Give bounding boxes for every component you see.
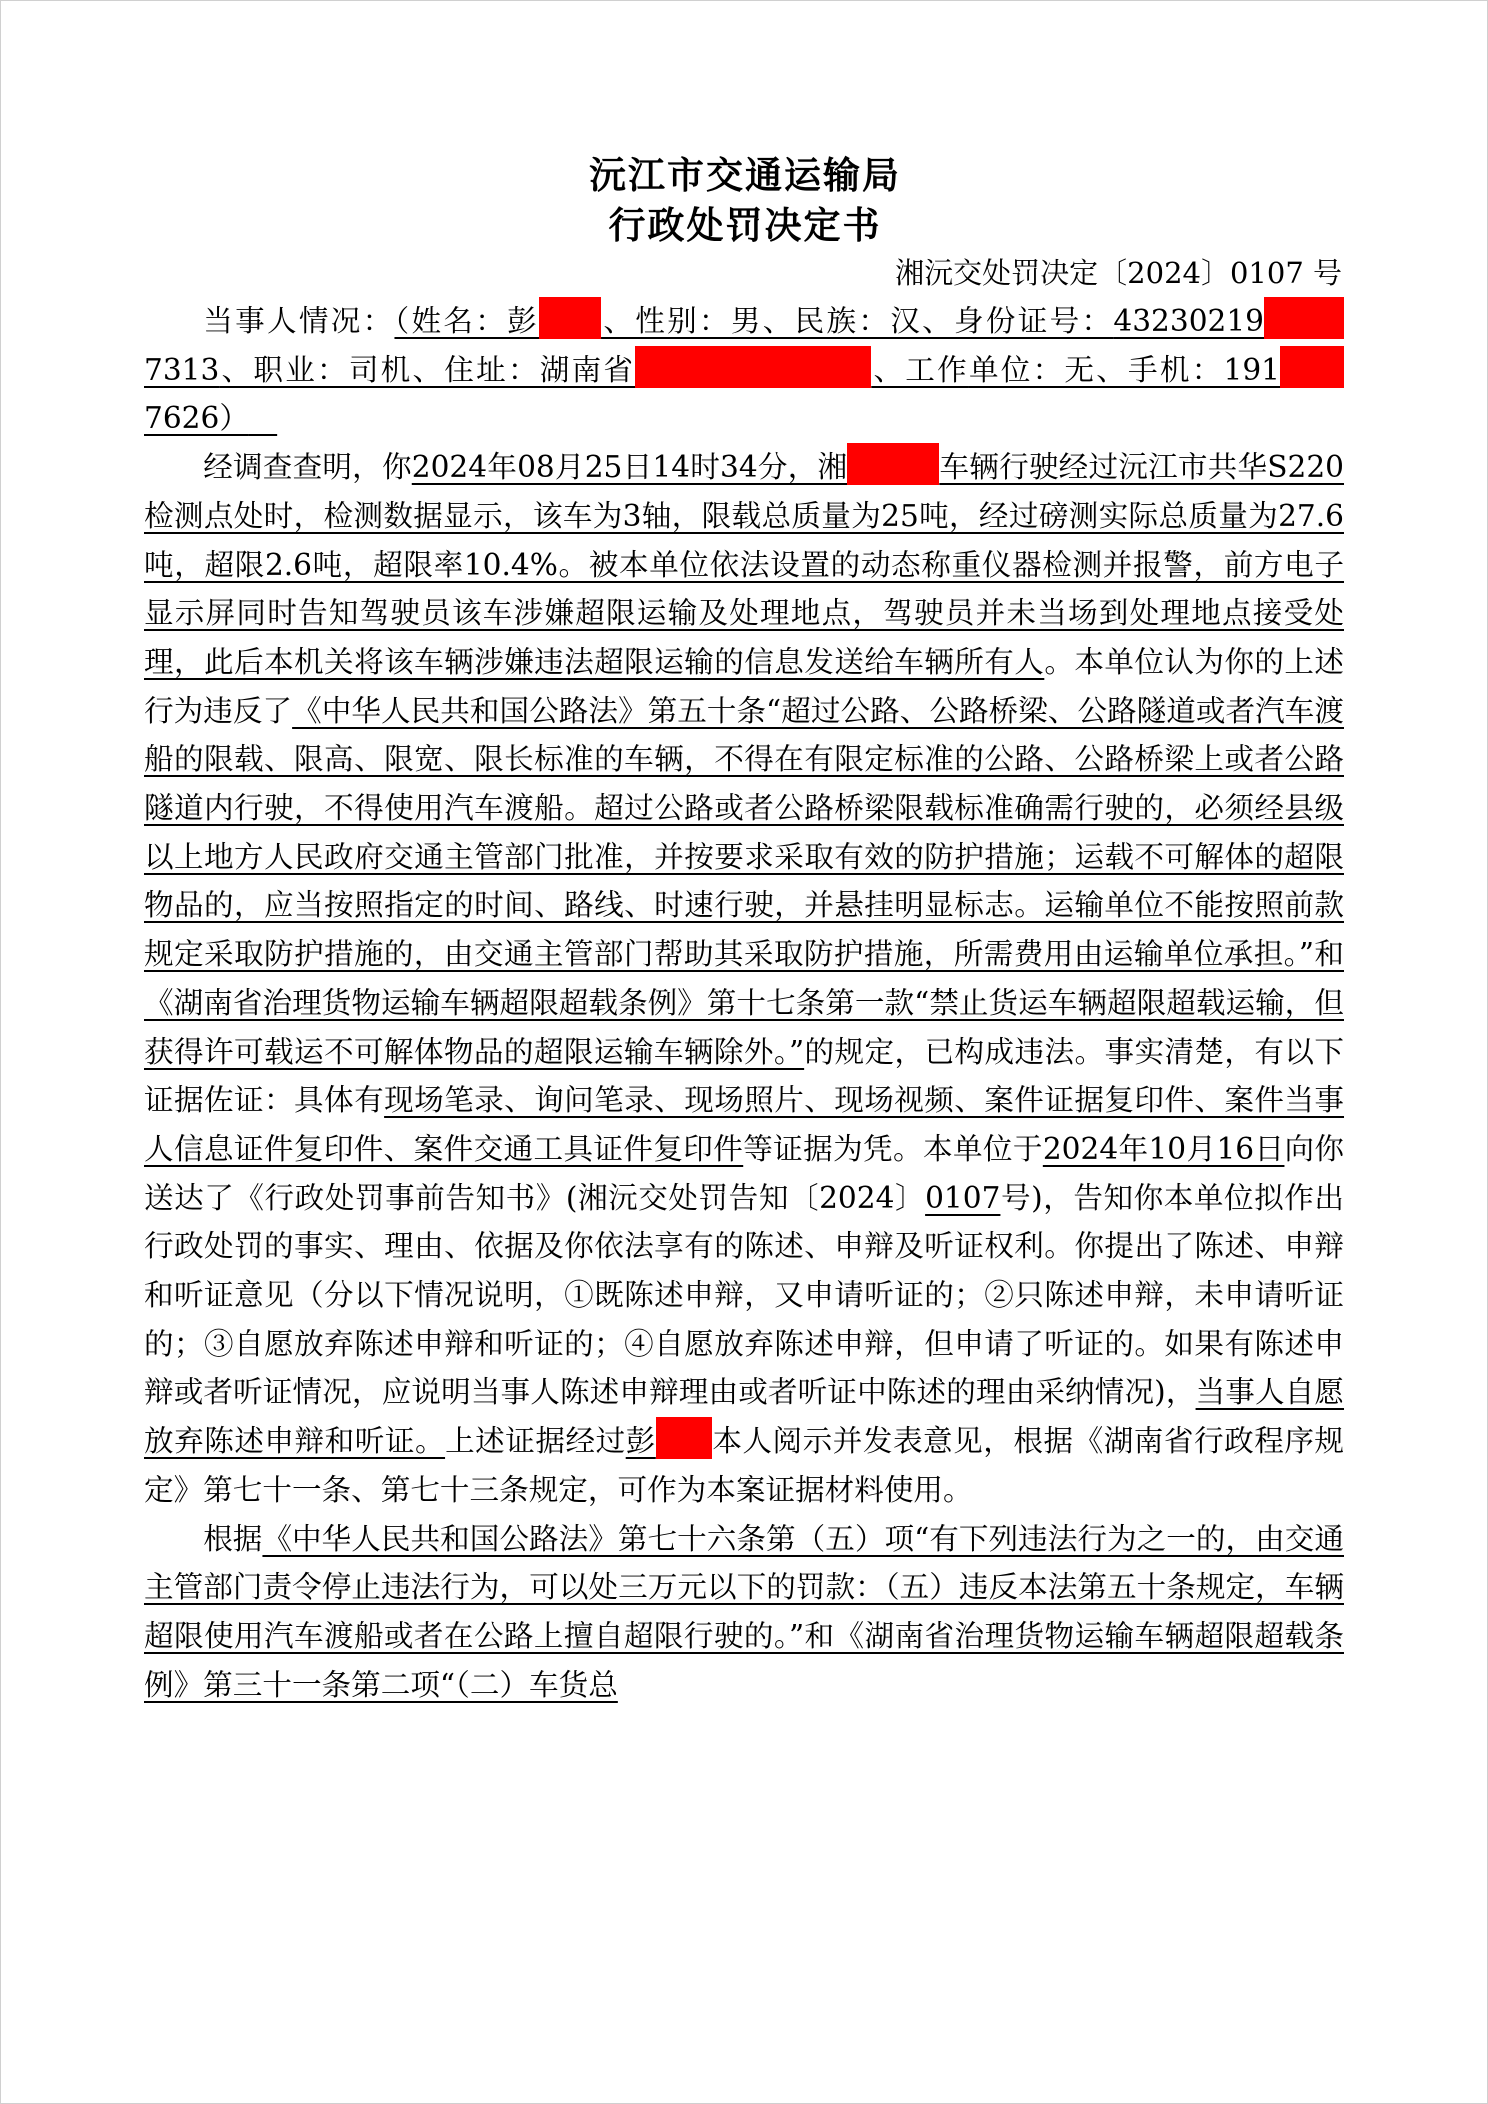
- party-details: （姓名：彭 、性别：男、民族：汉、身份证号：432302197313、职业：司机、住址：湖南省 、工作单位：无、手机：1917626）: [144, 304, 1344, 435]
- document-type-title: 行政处罚决定书: [608, 203, 882, 247]
- redaction-id: [1264, 297, 1344, 339]
- party-paragraph: [144, 297, 1344, 443]
- redaction-verify-name: [656, 1417, 712, 1459]
- notice-number: 0107: [925, 1180, 1001, 1215]
- document-body: [144, 297, 1344, 1709]
- basis-paragraph: 根据《中华人民共和国公路法》第七十六条第（五）项“有下列违法行为之一的，由交通主管部门责令停止违法行为，可以处三万元以下的罚款：（五）违反本法第五十条规定，车辆超限使用汽车渡船或者在公路上擅自超限行驶的。”和《湖南省治理货物运输车辆超限超载条例》第三十一条第二项“（二）车货总: [144, 1521, 1344, 1702]
- redaction-plate: [847, 443, 939, 485]
- redaction-phone: [1280, 346, 1344, 388]
- violated-law: 《中华人民共和国公路法》第五十条“超过公路、公路桥梁、公路隧道或者汽车渡船的限载、限高、限宽、限长标准的车辆，不得在有限定标准的公路、公路桥梁上或者公路隧道内行驶，不得使用汽车渡船。超过公路或者公路桥梁限载标准确需行驶的，必须经县级以上地方人民政府交通主管部门批准，并按要求采取有效的防护措施；运载不可解体的超限物品的，应当按照指定的时间、路线、时速行驶，并悬挂明显标志。运输单位不能按照前款规定采取防护措施的，由交通主管部门帮助其采取防护措施，所需费用由运输单位承担。”和《湖南省治理货物运输车辆超限超载条例》第十七条第一款“禁止货运车辆超限超载运输，但获得许可载运不可解体物品的超限运输车辆除外。”: [144, 693, 1344, 1069]
- incident-description: 2024年08月25日14时34分，湘 车辆行驶经过沅江市共华S220检测点处时，检测数据显示，该车为3轴，限载总质量为25吨，经过磅测实际总质量为27.6吨，超限2.6吨，超限率10.4%。被本单位依法设置的动态称重仪器检测并报警，前方电子显示屏同时告知驾驶员该车涉嫌超限运输及处理地点，驾驶员并未当场到处理地点接受处理，此后本机关将该车辆涉嫌违法超限运输的信息发送给车辆所有人: [144, 450, 1344, 679]
- redaction-address: [635, 346, 871, 388]
- facts-paragraph: 经调查查明，你2024年08月25日14时34分，湘 车辆行驶经过沅江市共华S220检测点处时，检测数据显示，该车为3轴，限载总质量为25吨，经过磅测实际总质量为27.6吨，超限2.6吨，超限率10.4%。被本单位依法设置的动态称重仪器检测并报警，前方电子显示屏同时告知驾驶员该车涉嫌超限运输及处理地点，驾驶员并未当场到处理地点接受处理，此后本机关将该车辆涉嫌违法超限运输的信息发送给车辆所有人。本单位认为你的上述行为违反了《中华人民共和国公路法》第五十条“超过公路、公路桥梁、公路隧道或者汽车渡船的限载、限高、限宽、限长标准的车辆，不得在有限定标准的公路、公路桥梁上或者公路隧道内行驶，不得使用汽车渡船。超过公路或者公路桥梁限载标准确需行驶的，必须经县级以上地方人民政府交通主管部门批准，并按要求采取有效的防护措施；运载不可解体的超限物品的，应当按照指定的时间、路线、时速行驶，并悬挂明显标志。运输单位不能按照前款规定采取防护措施的，由交通主管部门帮助其采取防护措施，所需费用由运输单位承担。”和《湖南省治理货物运输车辆超限超载条例》第十七条第一款“禁止货运车辆超限超载运输，但获得许可载运不可解体物品的超限运输车辆除外。”的规定，已构成违法。事实清楚，有以下证据佐证：具体有现场笔录、询问笔录、现场照片、现场视频、案件证据复印件、案件当事人信息证件复印件、案件交通工具证件复印件等证据为凭。本单位于2024年10月16日向你送达了《行政处罚事前告知书》(湘沅交处罚告知〔2024〕0107号)，告知你本单位拟作出行政处罚的事实、理由、依据及你依法享有的陈述、申辩及听证权利。你提出了陈述、申辩和听证意见（分以下情况说明，①既陈述申辩，又申请听证的；②只陈述申辩，未申请听证的；③自愿放弃陈述申辩和听证的；④自愿放弃陈述申辩，但申请了听证的。如果有陈述申辩或者听证情况，应说明当事人陈述申辩理由或者听证中陈述的理由采纳情况)，当事人自愿放弃陈述申辩和听证。上述证据经过彭 本人阅示并发表意见，根据《湖南省行政程序规定》第七十一条、第七十三条规定，可作为本案证据材料使用。: [144, 443, 1344, 1514]
- document-number: 湘沅交处罚决定〔2024〕0107 号: [895, 256, 1342, 290]
- waiver-statement: 当事人自愿放弃陈述申辩和听证。: [144, 1375, 1345, 1459]
- notice-date: 2024年10月16日: [1042, 1131, 1285, 1166]
- verify-name: 彭: [626, 1424, 712, 1458]
- penalty-basis-law: 《中华人民共和国公路法》第七十六条第（五）项“有下列违法行为之一的，由交通主管部门责令停止违法行为，可以处三万元以下的罚款：（五）违反本法第五十条规定，车辆超限使用汽车渡船或者在公路上擅自超限行驶的。”和《湖南省治理货物运输车辆超限超载条例》第三十一条第二项“（二）车货总: [144, 1521, 1344, 1702]
- evidence-list: 现场笔录、询问笔录、现场照片、现场视频、案件证据复印件、案件当事人信息证件复印件、案件交通工具证件复印件: [144, 1083, 1345, 1166]
- redaction-name: [539, 297, 601, 339]
- party-label: 当事人情况：: [203, 304, 395, 338]
- issuing-authority-title: 沅江市交通运输局: [589, 153, 901, 197]
